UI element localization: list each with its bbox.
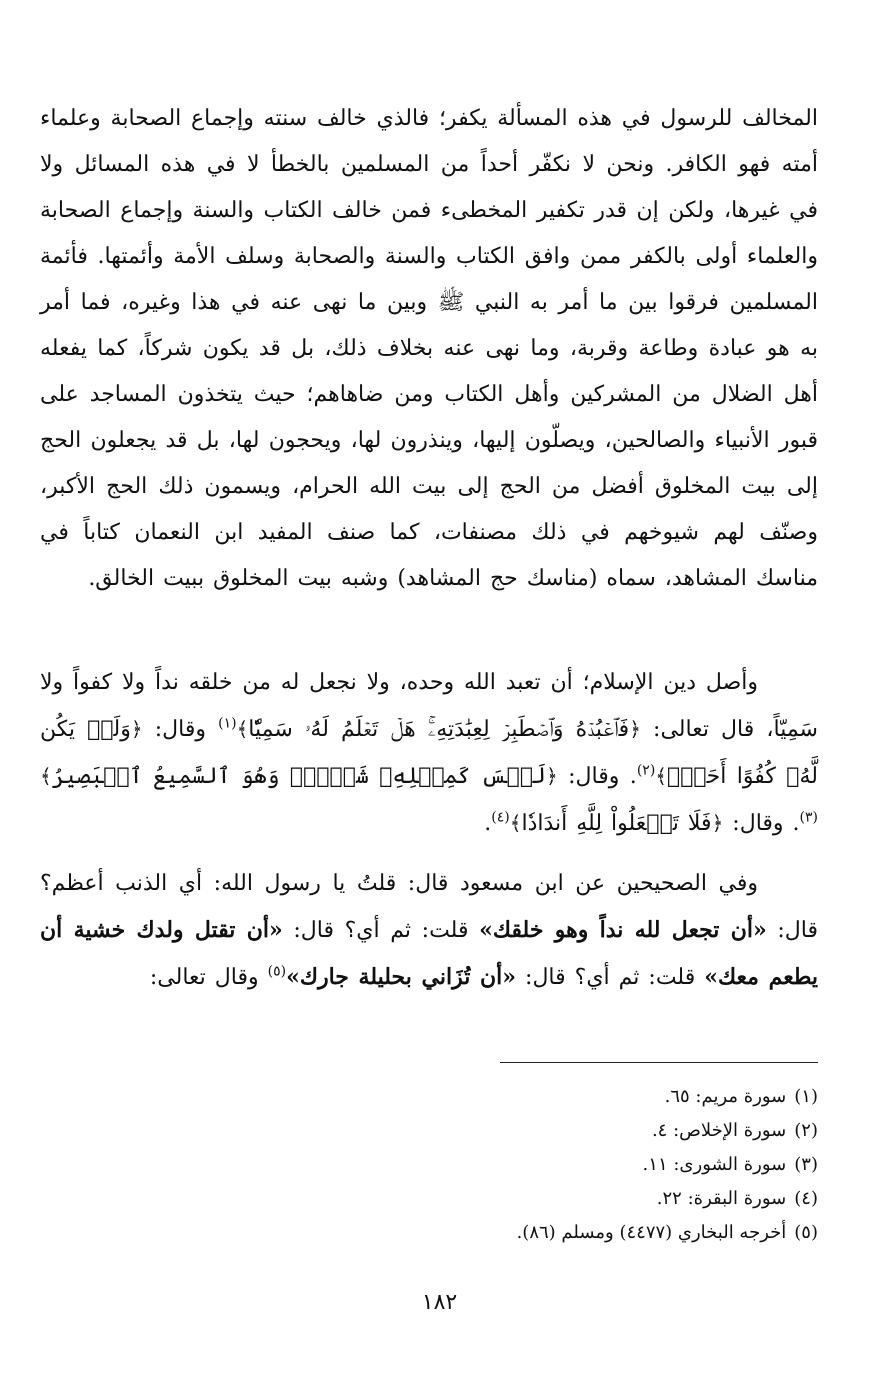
footnote-ref-3[interactable]: (٣): [799, 809, 818, 826]
footnote-item: [400, 1216, 818, 1250]
footnote-item: [400, 1114, 818, 1148]
said-text-1: وقال:: [154, 717, 206, 742]
paragraph-1: المخالف للرسول في هذه المسألة يكفر؛ فالذي خالف سنته وإجماع الصحابة وعلماء أمته فهو الكافر. ونحن لا نكفّر أحداً من المسلمين بالخطأ لا في هذه المسائل ولا في غيرها، ولكن إن قدر تكفير المخطىء فمن خالف الكتاب والسنة وإجماع الصحابة والعلماء أولى بالكفر ممن وافق الكتاب والسنة والصحابة وسلف الأمة وأئمتها. فأئمة المسلمين فرقوا بين ما أمر به النبي ﷺ وبين ما نهى عنه في هذا وغيره، فما أمر به هو عبادة وطاعة وقربة، وما نهى عنه بخلاف ذلك، بل قد يكون شركاً، كما يفعله أهل الضلال من المشركين وأهل الكتاب ومن ضاهاهم؛ حيث يتخذون المساجد على قبور الأنبياء والصالحين، ويصلّون إليها، وينذرون لها، ويحجون لها، بل قد يجعلون الحج إلى بيت المخلوق أفضل من الحج إلى بيت الله الحرام، ويسمون ذلك الحج الأكبر، وصنّف لهم شيوخهم في ذلك مصنفات، كما صنف المفيد ابن النعمان كتاباً في مناسك المشاهد، سماه (مناسك حج المشاهد) وشبه بيت المخلوق ببيت الخالق.: [40, 106, 818, 591]
footnote-number: (٢): [794, 1120, 818, 1141]
quran-verse-2: وَلَمۡ يَكُن لَّهُۥ كُفُوًا أَحَدُۢ: [40, 717, 818, 789]
footnote-text: سورة مريم: ٦٥.: [664, 1086, 787, 1107]
footnote-item: [400, 1182, 818, 1216]
paragraph-3-part-1: وفي الصحيحين عن ابن مسعود قال: قلتُ يا رسول الله: أي الذنب أعظم؟ قال:: [40, 871, 818, 943]
hadith-quote-2: «أن تقتل ولدك خشية أن يطعم معك»: [40, 917, 818, 990]
footnotes-list: [400, 1080, 818, 1250]
paragraph-3-part-3: قلت: ثم أي؟ قال:: [525, 965, 696, 990]
footnote-divider: [500, 1062, 818, 1063]
paragraph-3-part-2: قلت: ثم أي؟ قال:: [293, 918, 469, 943]
hadith-quote-3: «أن تُزَاني بحليلة جارك»: [286, 964, 517, 990]
footnote-number: (٥): [794, 1222, 818, 1243]
quran-open-bracket: ﴿: [130, 717, 143, 741]
hadith-quote-1: «أن تجعل لله نداً وهو خلقك»: [479, 917, 767, 943]
page-number: ١٨٢: [421, 1290, 458, 1315]
footnote-text: سورة الشورى: ١١.: [642, 1154, 787, 1175]
footnote-text: سورة الإخلاص: ٤.: [651, 1120, 787, 1141]
quran-open-bracket: ﴿: [545, 764, 558, 788]
quran-close-bracket: ﴾: [40, 764, 52, 788]
quran-verse-1: فَٱعۡبُدۡهُ وَٱصۡطَبِرۡ لِعِبَٰدَتِهِۦۚ هَلۡ تَعۡلَمُ لَهُۥ سَمِيّٗا: [248, 717, 630, 742]
paragraph-2: [40, 660, 818, 847]
said-text-2: . وقال:: [568, 764, 637, 789]
said-text-3: . وقال:: [732, 811, 800, 836]
footnote-text: سورة البقرة: ٢٢.: [656, 1188, 787, 1209]
footnote-ref-1[interactable]: (١): [218, 715, 237, 732]
footnote-text: أخرجه البخاري (٤٤٧٧) ومسلم (٨٦).: [516, 1222, 787, 1243]
paragraph-2-intro: وأصل دين الإسلام؛ أن تعبد الله وحده، ولا نجعل له من خلقه نداً ولا كفواً ولا سَمِيّاً، قال تعالى:: [40, 670, 818, 742]
quran-close-bracket: ﴾: [655, 764, 667, 788]
quran-close-bracket: ﴾: [236, 717, 249, 741]
footnote-item: [400, 1148, 818, 1182]
paragraph-2-end: .: [484, 811, 492, 836]
paragraph-3: [40, 861, 818, 1001]
footnote-number: (١): [794, 1086, 818, 1107]
quran-verse-4: فَلَا تَجۡعَلُواْ لِلَّهِ أَندَادٗا: [521, 811, 712, 836]
footnote-number: (٣): [794, 1154, 818, 1175]
quran-verse-3: لَيۡسَ كَمِثۡلِهِۦ شَيۡءٞۖ وَهُوَ ٱلسَّمِيعُ ٱلۡبَصِيرُ: [51, 764, 546, 789]
quran-open-bracket: ﴿: [711, 811, 724, 835]
footnote-item: [400, 1080, 818, 1114]
footnote-number: (٤): [794, 1188, 818, 1209]
footnote-ref-5[interactable]: (٥): [267, 963, 287, 980]
paragraph-3-part-4: وقال تعالى:: [149, 965, 259, 990]
footnote-ref-2[interactable]: (٢): [636, 762, 656, 779]
quran-close-bracket: ﴾: [509, 811, 522, 835]
quran-open-bracket: ﴿: [629, 717, 641, 741]
footnote-ref-4[interactable]: (٤): [491, 809, 510, 826]
